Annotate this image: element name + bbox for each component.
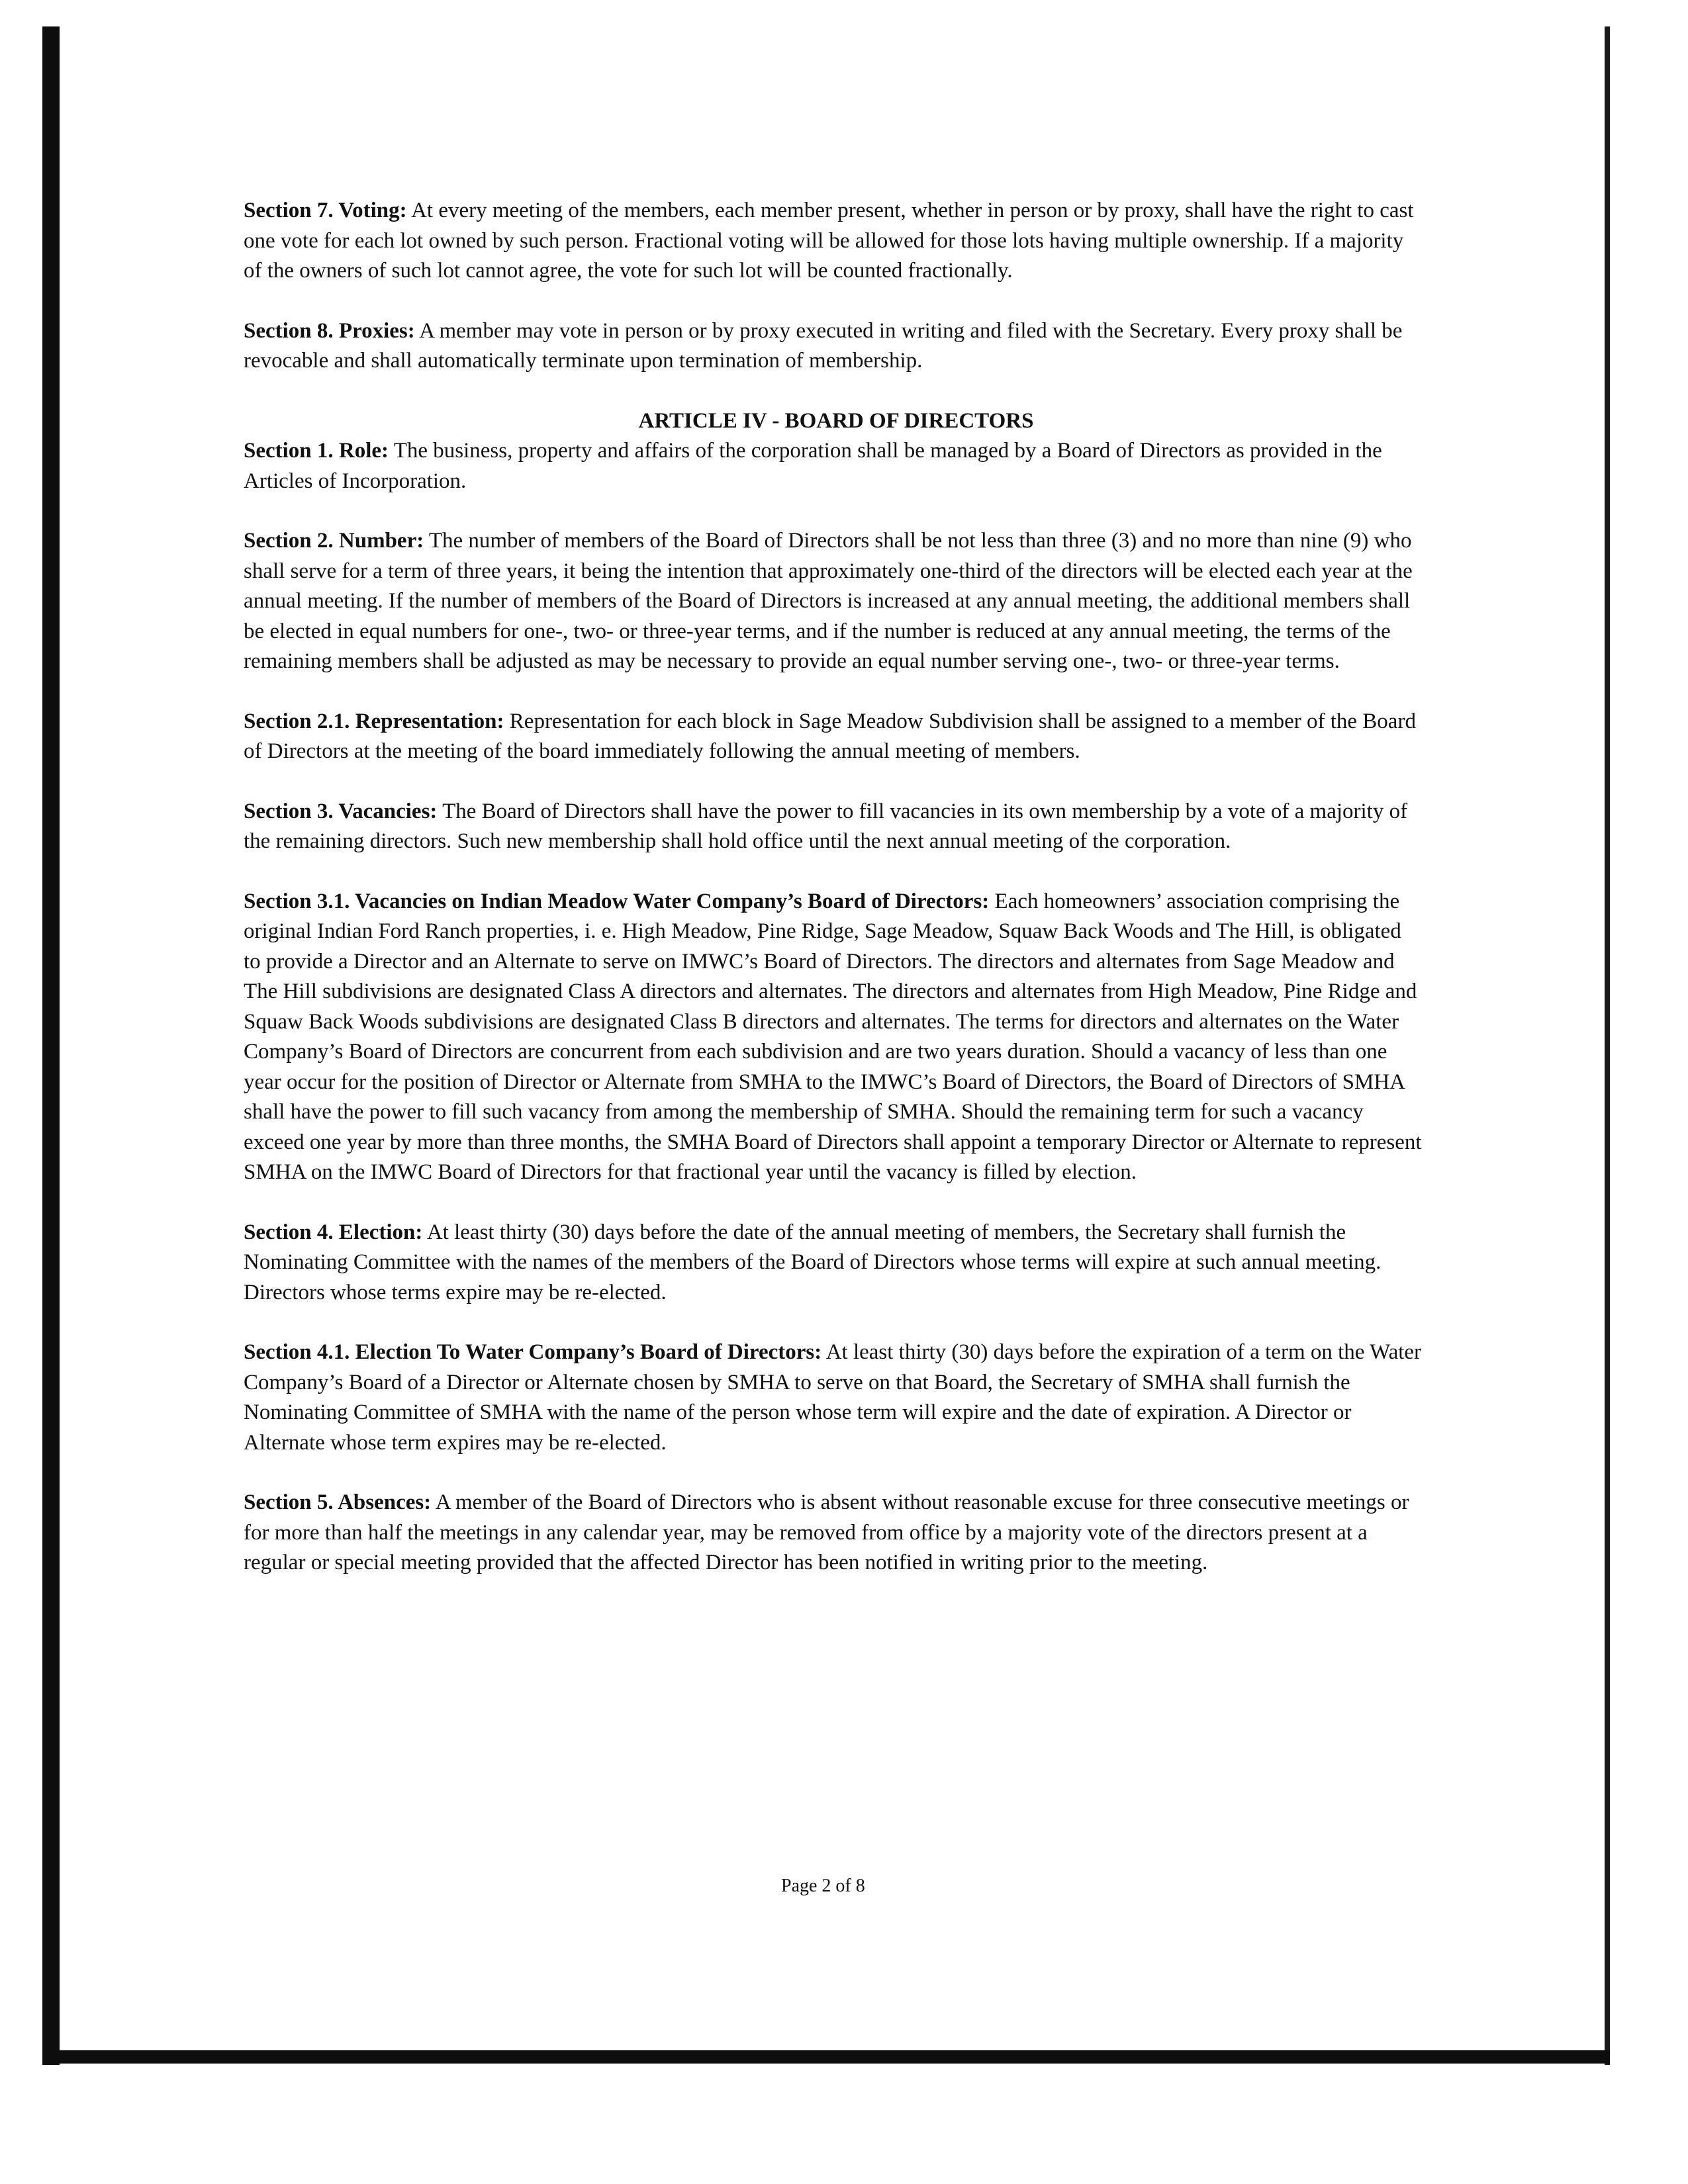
section-title: Section 2.1. Representation: [244, 709, 504, 733]
section-8-proxies [244, 316, 1422, 377]
section-text: A member of the Board of Directors who is absent without reasonable excuse for three consecutive meetings or for more than half the meetings in any calendar year, may be removed from office by a majority vote of the directors present at a regular or special meeting provided that the affected Director has been notified in writing prior to the meeting. [244, 1490, 1409, 1574]
section-title: Section 5. Absences: [244, 1490, 432, 1514]
section-2-number [244, 526, 1422, 677]
section-title: Section 3.1. Vacancies on Indian Meadow Water Company’s Board of Directors: [244, 889, 990, 913]
scan-border-left [42, 26, 60, 2065]
section-title: Section 7. Voting: [244, 199, 407, 222]
section-text: A member may vote in person or by proxy executed in writing and filed with the Secretary. Every proxy shall be revocable and shall automatically terminate upon termination of membership. [244, 318, 1403, 373]
section-text: Representation for each block in Sage Meadow Subdivision shall be assigned to a member of the Board of Directors at the meeting of the board immediately following the annual meeting of members. [244, 709, 1416, 763]
section-4-election [244, 1218, 1422, 1308]
section-text: At every meeting of the members, each member present, whether in person or by proxy, shall have the right to cast one vote for each lot owned by such person. Fractional voting will be allowed for those lots having multiple ownership. If a majority of the owners of such lot cannot agree, the vote for such lot will be counted fractionally. [244, 199, 1414, 283]
section-text: At least thirty (30) days before the expiration of a term on the Water Company’s Board of a Director or Alternate chosen by SMHA to serve on that Board, the Secretary of SMHA shall furnish the Nominating Committee of SMHA with the name of the person whose term will expire and the date of expiration. A Director or Alternate whose term expires may be re-elected. [244, 1340, 1422, 1455]
page-number: Page 2 of 8 [781, 1876, 865, 1896]
section-text: The number of members of the Board of Directors shall be not less than three (3) and no more than nine (9) who shall serve for a term of three years, it being the intention that approximately one-third of the directors will be elected each year at the annual meeting. If the number of members of the Board of Directors is increased at any annual meeting, the additional members shall be elected in equal numbers for one-, two- or three-year terms, and if the number is reduced at any annual meeting, the terms of the remaining members shall be adjusted as may be necessary to provide an equal number serving one-, two- or three-year terms. [244, 529, 1413, 673]
section-title: Section 2. Number: [244, 529, 424, 553]
section-title: Section 4.1. Election To Water Company’s Board of Directors: [244, 1340, 822, 1364]
section-4-1-water-company-election [244, 1338, 1422, 1458]
section-3-1-water-company-vacancies [244, 887, 1422, 1188]
article-heading: ARTICLE IV - BOARD OF DIRECTORS [638, 408, 1034, 433]
section-text: At least thirty (30) days before the date of the annual meeting of members, the Secretary shall furnish the Nominating Committee with the names of the members of the Board of Directors whose terms will expire at such annual meeting. Directors whose terms expire may be re-elected. [244, 1220, 1382, 1304]
section-text: The Board of Directors shall have the power to fill vacancies in its own membership by a vote of a majority of the remaining directors. Such new membership shall hold office until the next annual meeting of the corporation. [244, 799, 1408, 853]
scan-border-bottom [42, 2050, 1610, 2064]
section-text: The business, property and affairs of the corporation shall be managed by a Board of Directors as provided in the Articles of Incorporation. [244, 439, 1382, 493]
section-title: Section 4. Election: [244, 1220, 423, 1244]
section-title: Section 8. Proxies: [244, 318, 415, 343]
section-2-1-representation [244, 707, 1422, 767]
section-title: Section 1. Role: [244, 439, 389, 463]
document-body [244, 196, 1422, 1578]
section-5-absences [244, 1488, 1422, 1578]
section-3-vacancies [244, 797, 1422, 857]
scan-border-right [1605, 26, 1610, 2065]
section-1-role [244, 436, 1422, 496]
section-text: Each homeowners’ association comprising the original Indian Ford Ranch properties, i. e. High Meadow, Pine Ridge, Sage Meadow, Squaw Back Woods and The Hill, is obligated to provide a Director and an Alternate to serve on IMWC’s Board of Directors. The directors and alternates from Sage Meadow and The Hill subdivisions are designated Class A directors and alternates. The directors and alternates from High Meadow, Pine Ridge and Squaw Back Woods subdivisions are designated Class B directors and alternates. The terms for directors and alternates on the Water Company’s Board of Directors are concurrent from each subdivision and are two years duration. Should a vacancy of less than one year occur for the position of Director or Alternate from SMHA to the IMWC’s Board of Directors, the Board of Directors of SMHA shall have the power to fill such vacancy from among the membership of SMHA. Should the remaining term for such a vacancy exceed one year by more than three months, the SMHA Board of Directors shall appoint a temporary Director or Alternate to represent SMHA on the IMWC Board of Directors for that fractional year until the vacancy is filled by election. [244, 889, 1422, 1184]
section-7-voting [244, 196, 1422, 287]
section-title: Section 3. Vacancies: [244, 799, 438, 823]
